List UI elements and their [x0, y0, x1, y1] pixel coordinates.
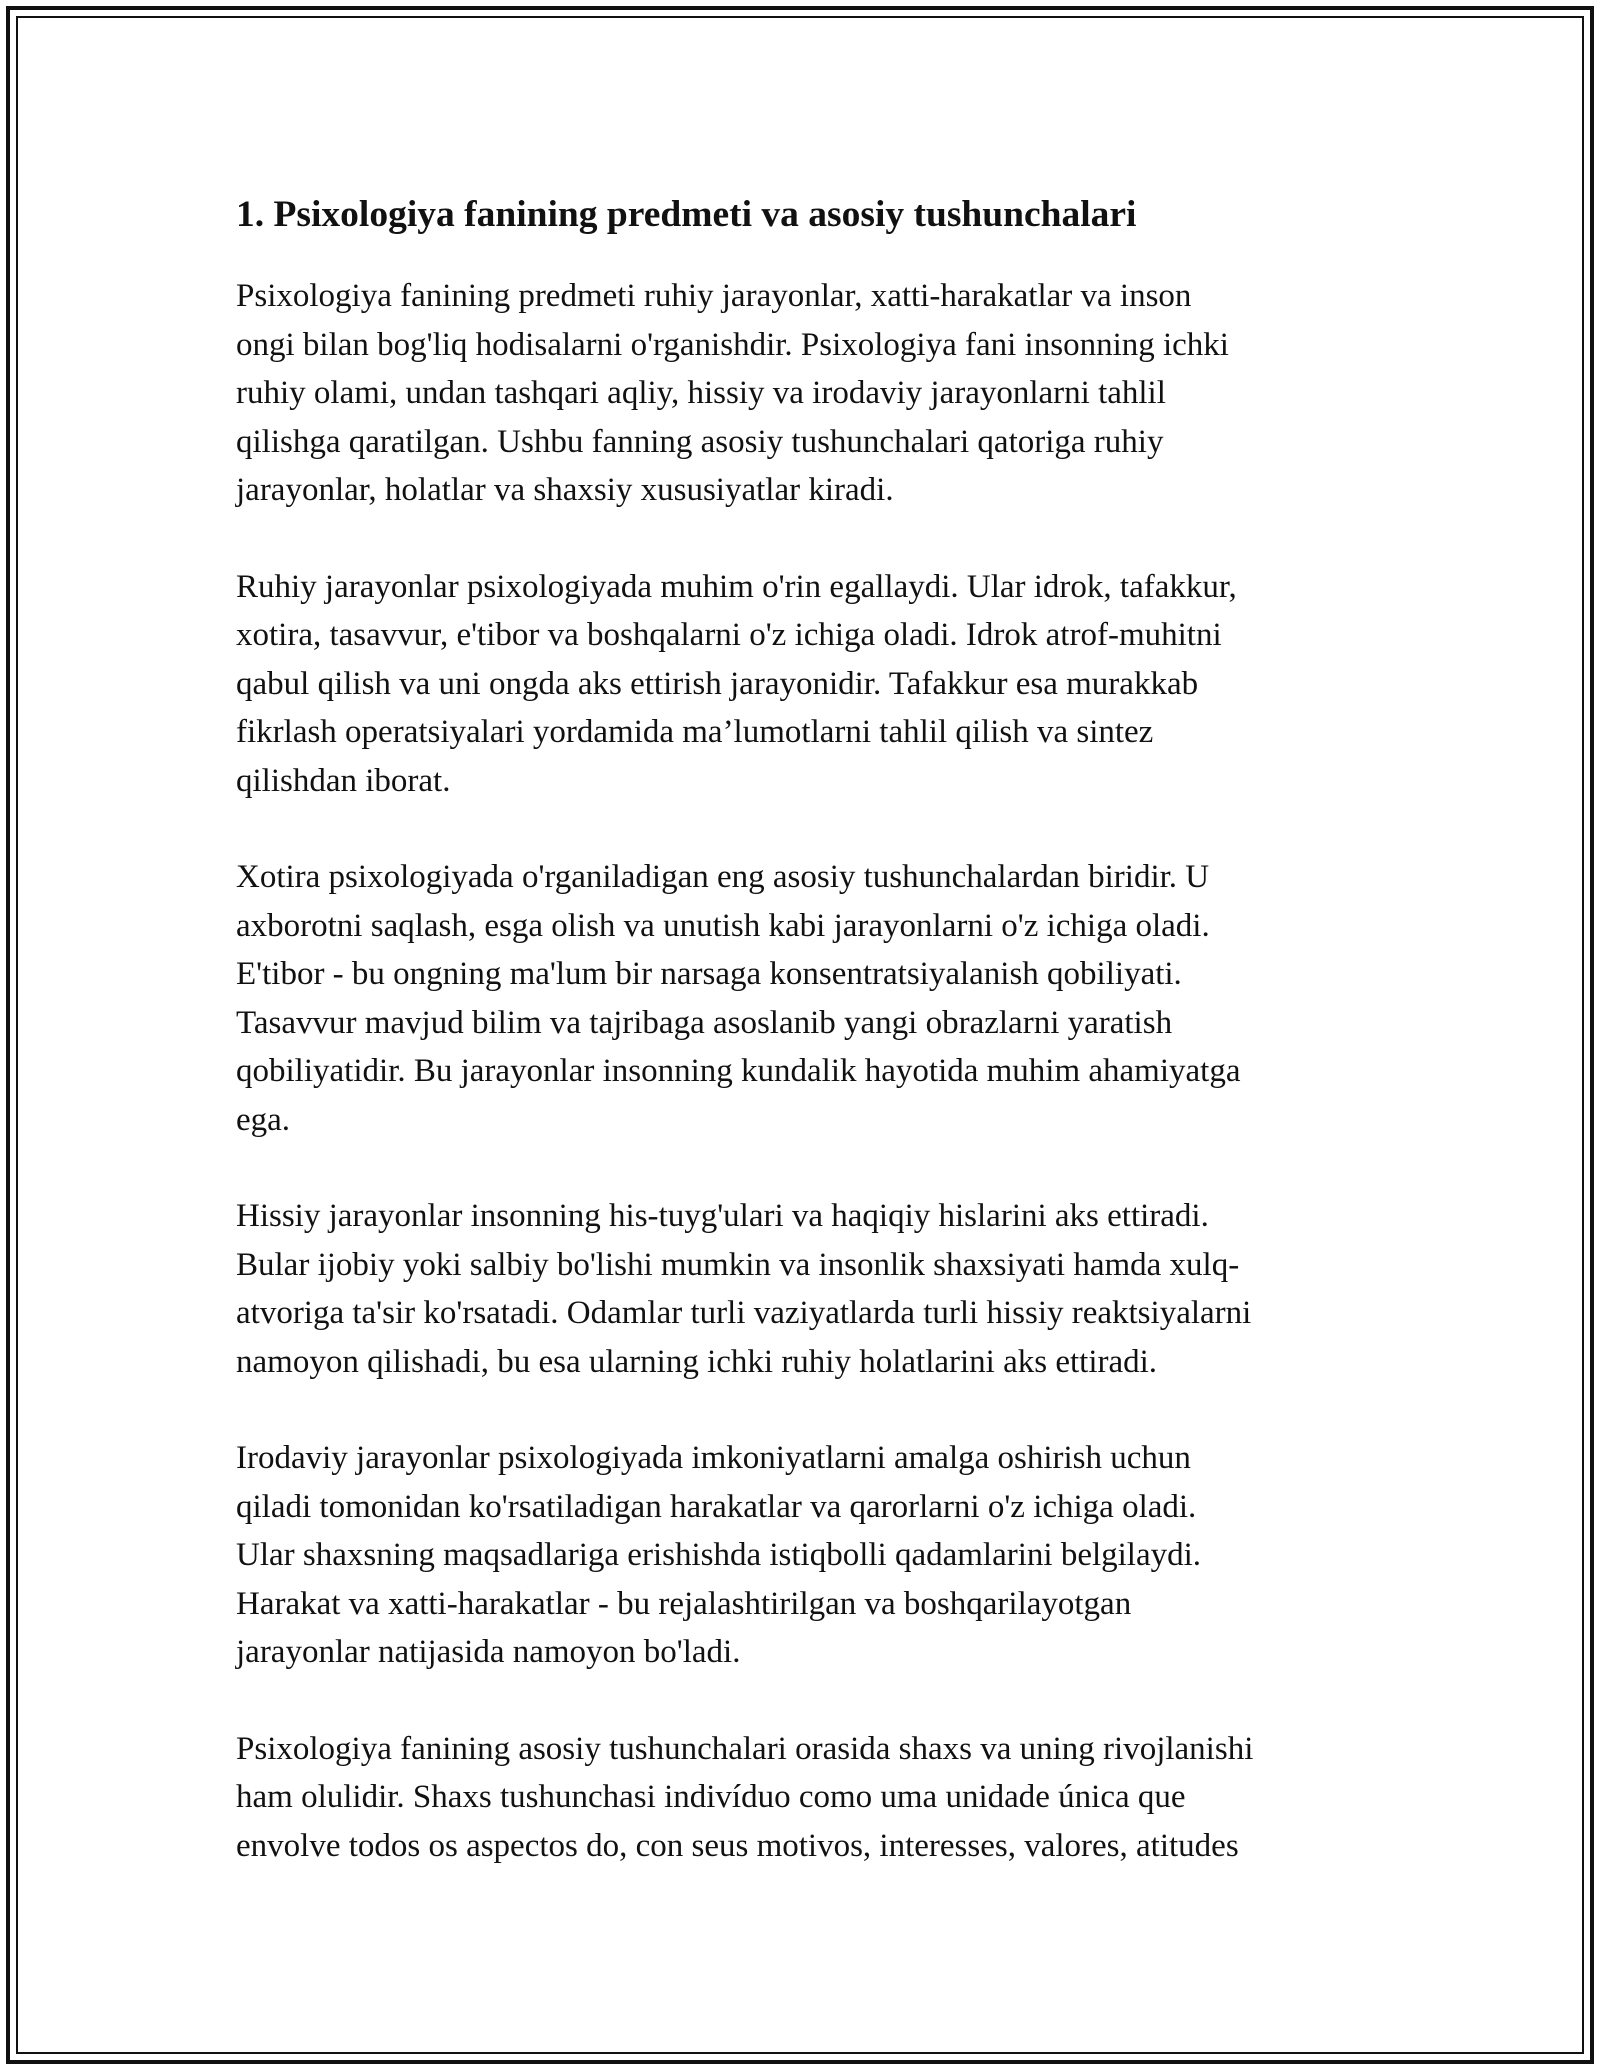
paragraph-line: qiladi tomonidan ko'rsatiladigan harakatlar va qarorlarni o'z ichiga oladi. [236, 1488, 1197, 1525]
paragraph [236, 1725, 1376, 1871]
section-heading: 1. Psixologiya fanining predmeti va asosiy tushunchalari [236, 194, 1137, 235]
paragraph-line: Tasavvur mavjud bilim va tajribaga asoslanib yangi obrazlarni yaratish [236, 1004, 1173, 1041]
paragraph [236, 1192, 1376, 1386]
paragraph-line: qilishdan iborat. [236, 762, 451, 799]
paragraph-line: Irodaviy jarayonlar psixologiyada imkoniyatlarni amalga oshirish uchun [236, 1440, 1191, 1476]
paragraph-line: Xotira psixologiyada o'rganiladigan eng asosiy tushunchalardan biridir. U [236, 859, 1210, 895]
paragraph-container [236, 272, 1376, 1870]
paragraph-line: ham olulidir. Shaxs tushunchasi indivíduo como uma unidade única que [236, 1779, 1186, 1815]
paragraph-line: atvoriga ta'sir ko'rsatadi. Odamlar turli vaziyatlarda turli hissiy reaktsiyalarni [236, 1295, 1252, 1331]
paragraph-line: Bular ijobiy yoki salbiy bo'lishi mumkin va insonlik shaxsiyati hamda xulq- [236, 1246, 1240, 1283]
paragraph-line: Ular shaxsning maqsadlariga erishishda istiqbolli qadamlarini belgilaydi. [236, 1537, 1202, 1573]
paragraph-line: Hissiy jarayonlar insonning his-tuyg'ulari va haqiqiy hislarini aks ettiradi. [236, 1198, 1209, 1234]
paragraph-line: axborotni saqlash, esga olish va unutish kabi jarayonlarni o'z ichiga oladi. [236, 907, 1210, 944]
paragraph-line: Psixologiya fanining asosiy tushunchalari orasida shaxs va uning rivojlanishi [236, 1730, 1254, 1767]
paragraph [236, 1434, 1376, 1677]
paragraph-line: ega. [236, 1101, 291, 1138]
paragraph-line: xotira, tasavvur, e'tibor va boshqalarni o'z ichiga oladi. Idrok atrof-muhitni [236, 617, 1222, 653]
paragraph [236, 853, 1376, 1144]
paragraph-line: ongi bilan bog'liq hodisalarni o'rganishdir. Psixologiya fani insonning ichki [236, 326, 1229, 363]
paragraph-line: jarayonlar natijasida namoyon bo'ladi. [236, 1634, 741, 1670]
paragraph-line: fikrlash operatsiyalari yordamida ma’lumotlarni tahlil qilish va sintez [236, 714, 1154, 750]
paragraph [236, 563, 1376, 806]
paragraph-line: envolve todos os aspectos do, con seus motivos, interesses, valores, atitudes [236, 1827, 1239, 1864]
paragraph-line: namoyon qilishadi, bu esa ularning ichki ruhiy holatlarini aks ettiradi. [236, 1343, 1158, 1380]
paragraph-line: qabul qilish va uni ongda aks ettirish jarayonidir. Tafakkur esa murakkab [236, 665, 1199, 702]
paragraph-line: Ruhiy jarayonlar psixologiyada muhim o'rin egallaydi. Ular idrok, tafakkur, [236, 568, 1237, 605]
paragraph-line: ruhiy olami, undan tashqari aqliy, hissiy va irodaviy jarayonlarni tahlil [236, 375, 1166, 411]
paragraph-line: E'tibor - bu ongning ma'lum bir narsaga konsentratsiyalanish qobiliyati. [236, 956, 1182, 992]
paragraph-line: Harakat va xatti-harakatlar - bu rejalashtirilgan va boshqarilayotgan [236, 1585, 1132, 1622]
paragraph [236, 272, 1376, 515]
paragraph-line: qobiliyatidir. Bu jarayonlar insonning kundalik hayotida muhim ahamiyatga [236, 1053, 1241, 1089]
paragraph-line: jarayonlar, holatlar va shaxsiy xususiyatlar kiradi. [236, 472, 894, 508]
paragraph-line: Psixologiya fanining predmeti ruhiy jarayonlar, xatti-harakatlar va inson [236, 278, 1192, 314]
document-body [236, 188, 1376, 1918]
paragraph-line: qilishga qaratilgan. Ushbu fanning asosiy tushunchalari qatoriga ruhiy [236, 423, 1164, 460]
